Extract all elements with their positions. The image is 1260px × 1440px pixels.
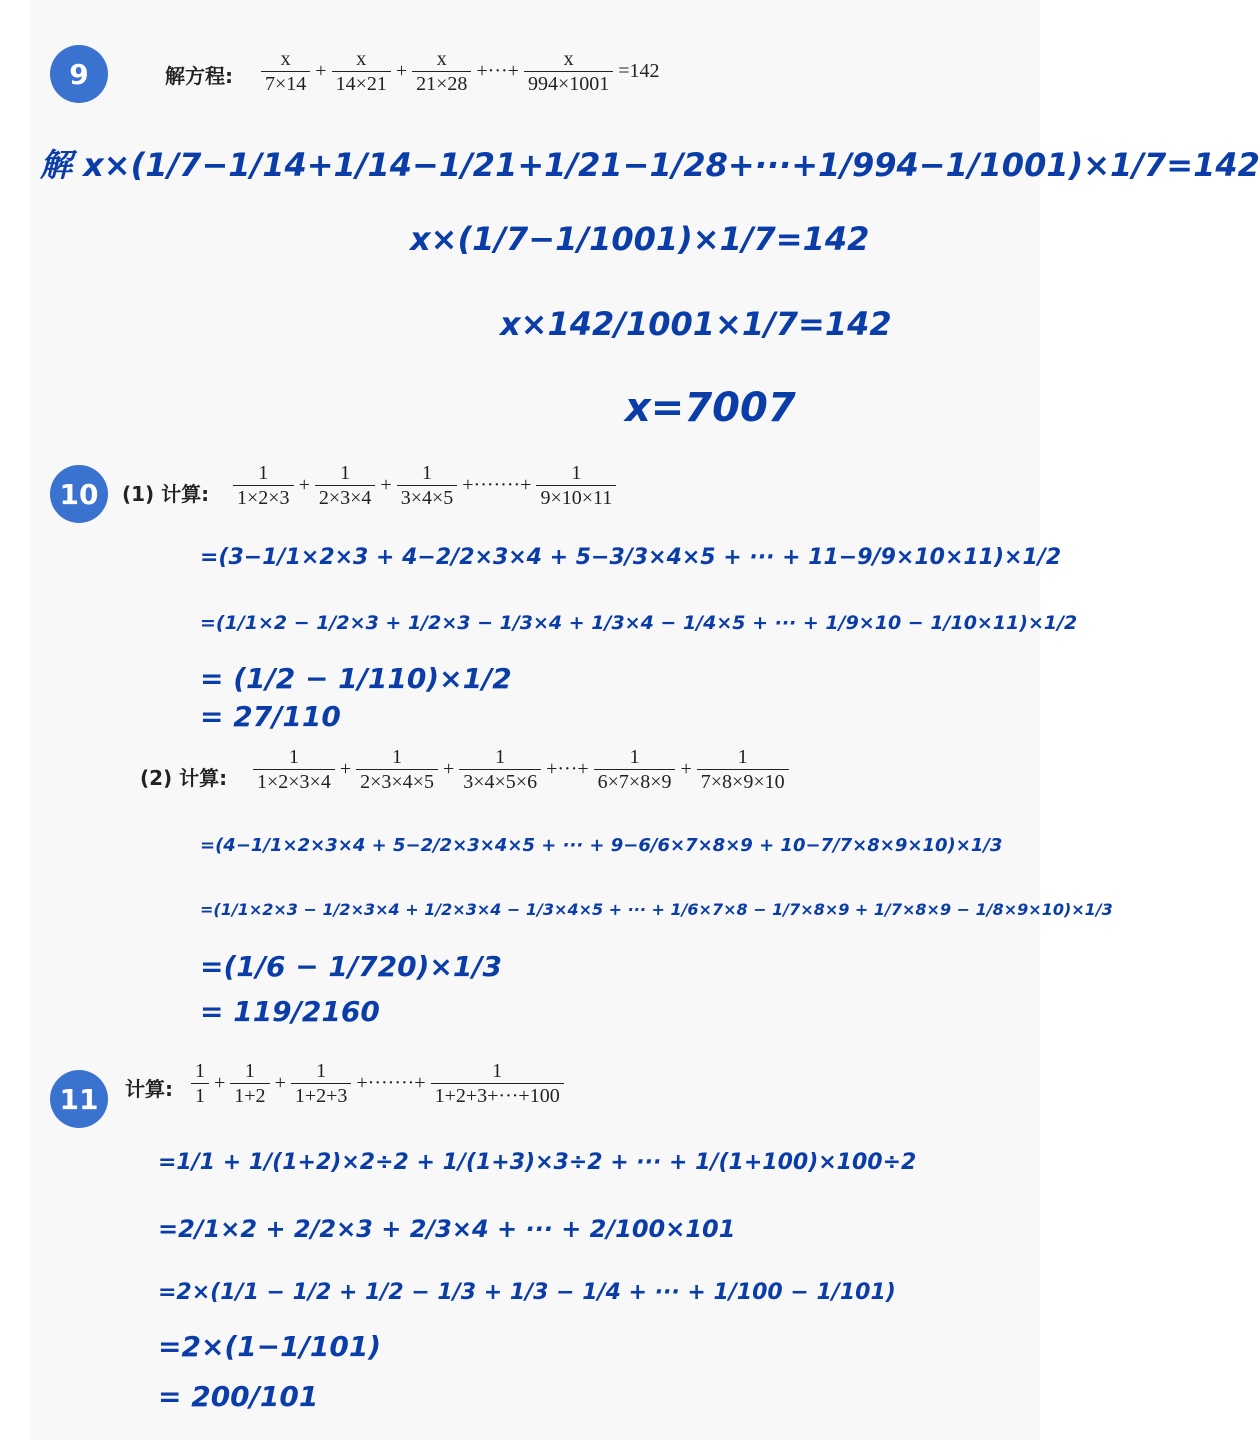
problem-9-solution-line: x×142/1001×1/7=142 (500, 305, 892, 343)
problem-10-part2-solution-line: =(4−1/1×2×3×4 + 5−2/2×3×4×5 + ··· + 9−6/6×7×8×9 + 10−7/7×8×9×10)×1/3 (200, 835, 1003, 856)
problem-10-part1-solution-line: =(1/1×2 − 1/2×3 + 1/2×3 − 1/3×4 + 1/3×4 − 1/4×5 + ··· + 1/9×10 − 1/10×11)×1/2 (200, 612, 1078, 634)
problem-9-answer: x=7007 (625, 385, 796, 431)
problem-11-expression: $\frac{1}{1}$ + $\frac{1}{1+2}$ + $\frac{1}{1+2+3}$ +·······+ $\frac{1}{1+2+3+\cdot\cdot\cdot+100}$ (188, 1060, 567, 1107)
problem-10-badge: 10 (50, 465, 108, 523)
problem-11-label: 计算: (125, 1077, 173, 1101)
problem-10-part2-expression: $\frac{1}{1\times 2\times 3\times 4}$ + $\frac{1}{2\times 3\times 4\times 5}$ + $\frac{1}{3\times 4\times 5\times 6}$ +···+ $\frac{1}{6\times 7\times 8\times 9}$ + $\frac{1}{7\times 8\times 9\times 10}$ (250, 746, 792, 793)
fraction-term: $\frac{1}{7\times 8\times 9\times 10}$ (697, 746, 789, 793)
fraction-term: $\frac{1}{3\times 4\times 5\times 6}$ (459, 746, 541, 793)
fraction-term: $\frac{1}{9\times 10\times 11}$ (536, 462, 616, 509)
problem-9-equation: $\frac{x}{7\times 14}$ + $\frac{x}{14\times 21}$ + $\frac{x}{21\times 28}$ +···+ $\frac{x}{994\times 1001}$ =142 (258, 48, 662, 95)
problem-9-label: 解方程: (165, 64, 233, 88)
fraction-term: $\frac{x}{14\times 21}$ (332, 48, 391, 95)
problem-10-part1-answer: = 27/110 (200, 700, 341, 733)
problem-11-solution-line: =2/1×2 + 2/2×3 + 2/3×4 + ··· + 2/100×101 (158, 1215, 736, 1243)
problem-10-part1-label: (1) 计算: (122, 482, 210, 506)
problem-10-part2-answer: = 119/2160 (200, 995, 380, 1028)
fraction-term: $\frac{1}{1}$ (191, 1060, 209, 1107)
fraction-term: $\frac{1}{1+2+3+\cdot\cdot\cdot+100}$ (431, 1060, 564, 1107)
problem-11-answer: = 200/101 (158, 1380, 319, 1413)
fraction-term: $\frac{1}{1+2}$ (230, 1060, 269, 1107)
fraction-term: $\frac{1}{2\times 3\times 4}$ (315, 462, 376, 509)
problem-11-solution-line: =1/1 + 1/(1+2)×2÷2 + 1/(1+3)×3÷2 + ··· + 1/(1+100)×100÷2 (158, 1150, 917, 1175)
fraction-term: $\frac{1}{1\times 2\times 3}$ (233, 462, 294, 509)
problem-11-solution-line: =2×(1−1/101) (158, 1330, 382, 1363)
problem-10-part1-expression: $\frac{1}{1\times 2\times 3}$ + $\frac{1}{2\times 3\times 4}$ + $\frac{1}{3\times 4\times 5}$ +·······+ $\frac{1}{9\times 10\times 11}$ (230, 462, 619, 509)
problem-11-solution-line: =2×(1/1 − 1/2 + 1/2 − 1/3 + 1/3 − 1/4 + ··· + 1/100 − 1/101) (158, 1280, 896, 1305)
fraction-term: $\frac{1}{2\times 3\times 4\times 5}$ (356, 746, 438, 793)
problem-9-badge: 9 (50, 45, 108, 103)
problem-11-badge: 11 (50, 1070, 108, 1128)
fraction-term: $\frac{1}{6\times 7\times 8\times 9}$ (594, 746, 676, 793)
problem-10-part2-solution-line: =(1/6 − 1/720)×1/3 (200, 950, 503, 983)
problem-9-solution-line: x×(1/7−1/1001)×1/7=142 (410, 220, 870, 258)
problem-10-part2-solution-line: =(1/1×2×3 − 1/2×3×4 + 1/2×3×4 − 1/3×4×5 + ··· + 1/6×7×8 − 1/7×8×9 + 1/7×8×9 − 1/8×9×10)×1/3 (200, 900, 1113, 919)
fraction-term: $\frac{1}{3\times 4\times 5}$ (397, 462, 458, 509)
fraction-term: $\frac{x}{7\times 14}$ (261, 48, 310, 95)
problem-10-part1-solution-line: = (1/2 − 1/110)×1/2 (200, 662, 512, 695)
fraction-term: $\frac{x}{994\times 1001}$ (524, 48, 613, 95)
problem-10-part1-solution-line: =(3−1/1×2×3 + 4−2/2×3×4 + 5−3/3×4×5 + ··· + 11−9/9×10×11)×1/2 (200, 545, 1062, 570)
fraction-term: $\frac{1}{1\times 2\times 3\times 4}$ (253, 746, 335, 793)
fraction-term: $\frac{1}{1+2+3}$ (291, 1060, 352, 1107)
fraction-term: $\frac{x}{21\times 28}$ (412, 48, 471, 95)
problem-9-solution-line: 解 x×(1/7−1/14+1/14−1/21+1/21−1/28+···+1/994−1/1001)×1/7=142 (40, 146, 1260, 184)
problem-10-part2-label: (2) 计算: (140, 766, 228, 790)
